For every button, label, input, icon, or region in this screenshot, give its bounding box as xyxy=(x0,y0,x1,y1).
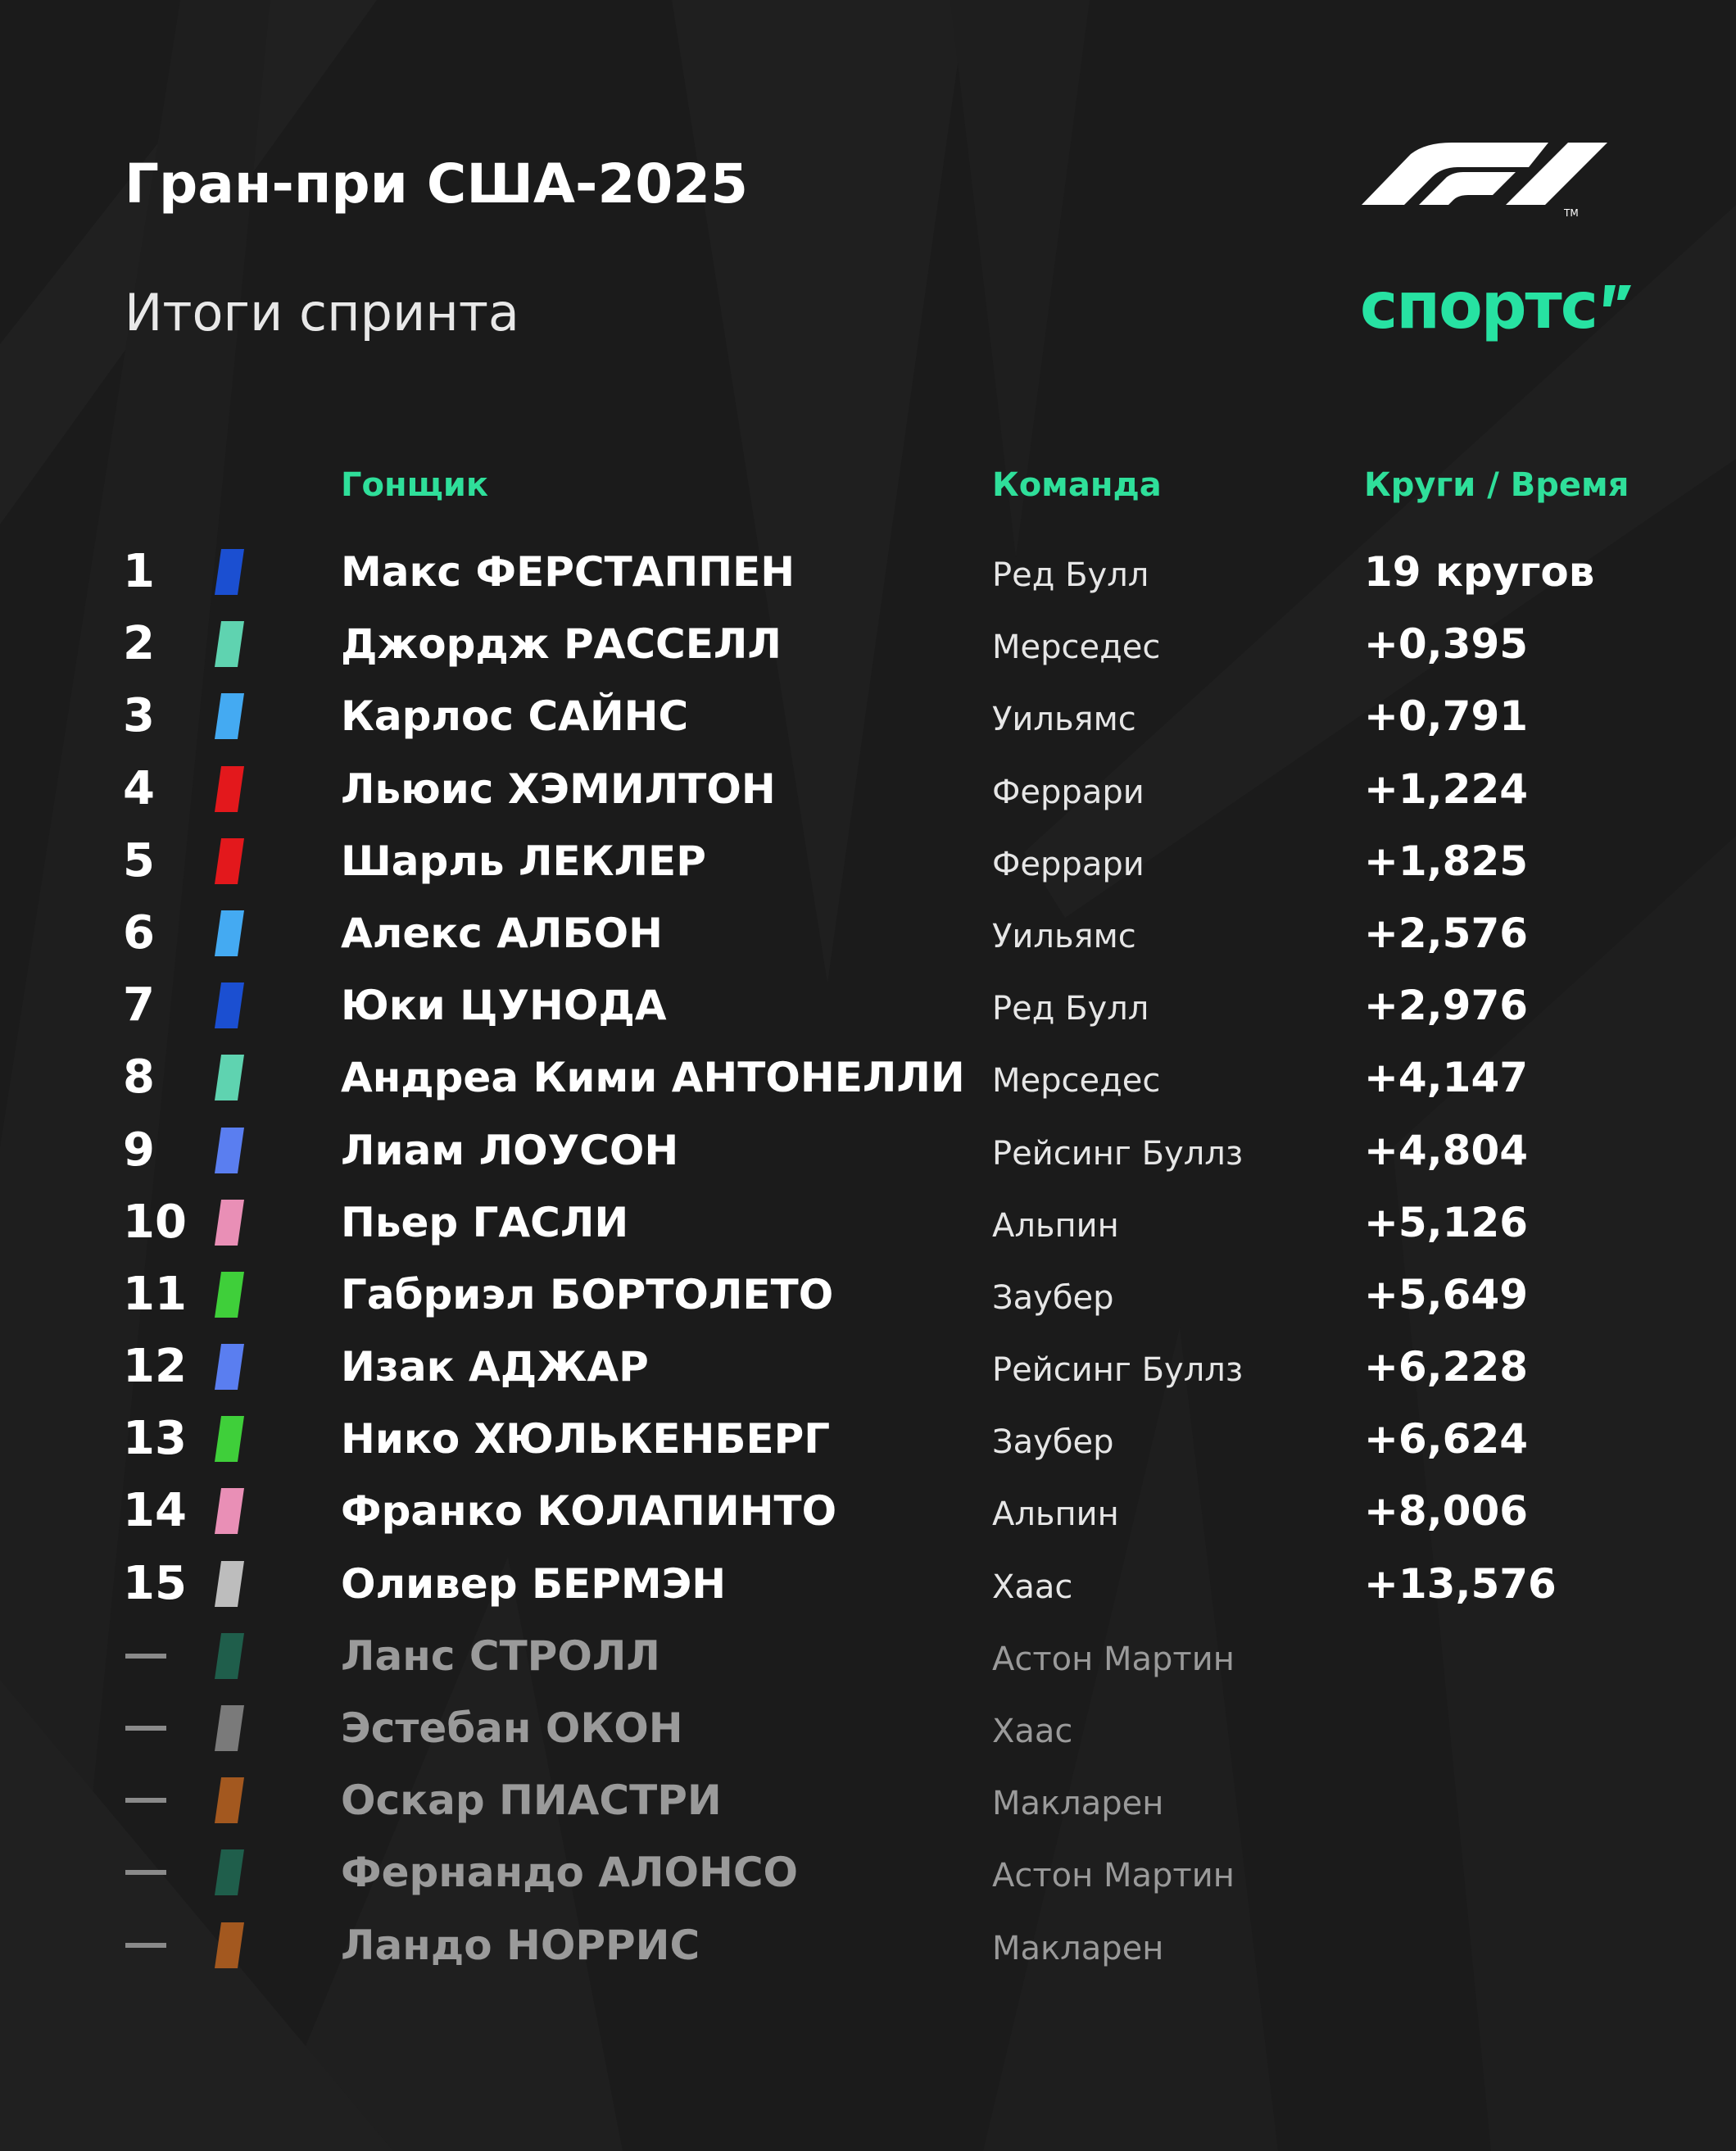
table-row xyxy=(0,969,1736,1041)
driver-name xyxy=(341,1909,700,1981)
driver-first-name: Фернандо xyxy=(341,1849,584,1897)
driver-first-name: Ланс xyxy=(341,1631,456,1680)
position-dash xyxy=(125,1870,166,1875)
driver-last-name: БОРТОЛЕТО xyxy=(550,1270,834,1318)
result-value: +1,825 xyxy=(1364,837,1529,885)
table-row xyxy=(0,1403,1736,1475)
driver-last-name: ПИАСТРИ xyxy=(499,1777,722,1825)
driver-name xyxy=(341,1620,660,1692)
team-color-flag-icon xyxy=(215,982,244,1028)
driver-last-name: ЦУНОДА xyxy=(460,982,667,1030)
driver-first-name: Макс xyxy=(341,548,462,596)
team-color-flag-icon xyxy=(215,1849,244,1895)
team-color-flag-icon xyxy=(215,1633,244,1679)
team-name: Хаас xyxy=(992,1713,1073,1750)
driver-name xyxy=(341,1041,965,1114)
position: 14 xyxy=(123,1484,187,1538)
position-dash xyxy=(125,1726,166,1731)
driver-name xyxy=(341,536,795,608)
driver-first-name: Изак xyxy=(341,1343,455,1391)
team-name: Альпин xyxy=(992,1206,1119,1245)
team-color-flag-icon xyxy=(215,1128,244,1173)
driver-first-name: Джордж xyxy=(341,620,550,669)
table-row xyxy=(0,1620,1736,1692)
sports-logo xyxy=(1360,270,1639,343)
table-row xyxy=(0,1909,1736,1981)
driver-last-name: АЛОНСО xyxy=(598,1849,799,1897)
driver-first-name: Нико xyxy=(341,1415,460,1463)
position: 5 xyxy=(123,833,155,887)
position: 9 xyxy=(123,1123,155,1177)
team-color-flag-icon xyxy=(215,1200,244,1246)
team-color-flag-icon xyxy=(215,1272,244,1318)
table-row xyxy=(0,1187,1736,1259)
result-value: +0,791 xyxy=(1364,692,1529,741)
driver-first-name: Лиам xyxy=(341,1126,465,1174)
table-row xyxy=(0,1041,1736,1114)
position: 13 xyxy=(123,1412,187,1466)
driver-name xyxy=(341,1403,830,1475)
position: 2 xyxy=(123,617,155,671)
page-subtitle: Итоги спринта xyxy=(125,283,519,343)
driver-name xyxy=(341,1114,678,1187)
position-dash xyxy=(125,1798,166,1803)
table-row xyxy=(0,680,1736,752)
table-row xyxy=(0,1259,1736,1331)
driver-last-name: ГАСЛИ xyxy=(472,1198,629,1246)
team-color-flag-icon xyxy=(215,910,244,956)
driver-last-name: САЙНС xyxy=(528,692,689,741)
driver-name xyxy=(341,1692,683,1764)
team-color-flag-icon xyxy=(215,1488,244,1534)
result-value: +2,576 xyxy=(1364,909,1529,957)
result-value: +13,576 xyxy=(1364,1559,1557,1608)
team-name: Мерседес xyxy=(992,629,1161,667)
driver-last-name: НОРРИС xyxy=(505,1921,700,1969)
position: 3 xyxy=(123,689,155,743)
team-color-flag-icon xyxy=(215,549,244,595)
driver-name xyxy=(341,753,776,825)
result-value: +2,976 xyxy=(1364,982,1529,1030)
team-name: Заубер xyxy=(992,1278,1114,1317)
table-row xyxy=(0,1764,1736,1836)
driver-last-name: ХЮЛЬКЕНБЕРГ xyxy=(474,1415,831,1463)
result-value: +0,395 xyxy=(1364,620,1529,669)
team-color-flag-icon xyxy=(215,621,244,667)
result-value: +5,649 xyxy=(1364,1270,1529,1318)
result-value: +5,126 xyxy=(1364,1198,1529,1246)
team-name: Уильямс xyxy=(992,917,1136,955)
driver-last-name: АДЖАР xyxy=(469,1343,649,1391)
driver-first-name: Карлос xyxy=(341,692,514,741)
driver-last-name: РАССЕЛЛ xyxy=(564,620,782,669)
page-title: Гран-при США-2025 xyxy=(125,152,749,216)
driver-first-name: Оскар xyxy=(341,1777,485,1825)
driver-name xyxy=(341,825,706,897)
team-color-flag-icon xyxy=(215,1055,244,1100)
table-row xyxy=(0,897,1736,969)
driver-last-name: ЛОУСОН xyxy=(478,1126,679,1174)
driver-first-name: Льюис xyxy=(341,765,494,813)
table-row xyxy=(0,1692,1736,1764)
team-name: Уильямс xyxy=(992,701,1136,739)
driver-last-name: АЛБОН xyxy=(496,909,663,957)
team-color-flag-icon xyxy=(215,693,244,739)
table-row xyxy=(0,1836,1736,1908)
table-row xyxy=(0,1331,1736,1403)
driver-last-name: ЛЕКЛЕР xyxy=(518,837,706,885)
column-header-team: Команда xyxy=(992,466,1162,504)
sports-logo-mark-icon xyxy=(1603,284,1633,308)
position: 8 xyxy=(123,1051,155,1105)
driver-first-name: Эстебан xyxy=(341,1704,532,1752)
driver-last-name: КОЛАПИНТО xyxy=(537,1487,837,1536)
result-value: +1,224 xyxy=(1364,765,1529,813)
table-row xyxy=(0,1475,1736,1547)
position: 1 xyxy=(123,545,155,598)
driver-last-name: ХЭМИЛТОН xyxy=(507,765,776,813)
team-name: Рейсинг Буллз xyxy=(992,1134,1244,1173)
result-value: +8,006 xyxy=(1364,1487,1529,1536)
table-row xyxy=(0,1548,1736,1620)
driver-name xyxy=(341,608,782,680)
driver-first-name: Алекс xyxy=(341,909,483,957)
driver-first-name: Габриэл xyxy=(341,1270,536,1318)
table-row xyxy=(0,1114,1736,1187)
driver-name xyxy=(341,969,667,1041)
team-name: Ред Булл xyxy=(992,990,1149,1028)
table-row xyxy=(0,825,1736,897)
team-color-flag-icon xyxy=(215,766,244,812)
result-value: +4,804 xyxy=(1364,1126,1529,1174)
team-name: Ред Булл xyxy=(992,556,1149,594)
position: 11 xyxy=(123,1267,187,1321)
team-color-flag-icon xyxy=(215,1561,244,1607)
driver-first-name: Франко xyxy=(341,1487,523,1536)
result-value: +4,147 xyxy=(1364,1054,1529,1102)
team-color-flag-icon xyxy=(215,1705,244,1751)
driver-last-name: ОКОН xyxy=(545,1704,683,1752)
driver-first-name: Шарль xyxy=(341,837,505,885)
result-value: 19 кругов xyxy=(1364,548,1595,596)
team-color-flag-icon xyxy=(215,1416,244,1462)
team-name: Астон Мартин xyxy=(992,1857,1235,1895)
driver-last-name: АНТОНЕЛЛИ xyxy=(671,1054,965,1102)
driver-name xyxy=(341,1764,722,1836)
position-dash xyxy=(125,1943,166,1948)
driver-name xyxy=(341,1475,836,1547)
team-color-flag-icon xyxy=(215,1777,244,1823)
position: 4 xyxy=(123,761,155,815)
results-rows xyxy=(0,536,1736,1981)
team-name: Макларен xyxy=(992,1785,1164,1823)
driver-name xyxy=(341,1548,726,1620)
team-name: Рейсинг Буллз xyxy=(992,1351,1244,1390)
team-name: Феррари xyxy=(992,845,1144,883)
driver-last-name: БЕРМЭН xyxy=(531,1559,727,1608)
position: 6 xyxy=(123,905,155,960)
team-color-flag-icon xyxy=(215,1344,244,1390)
driver-last-name: ФЕРСТАППЕН xyxy=(475,548,795,596)
f1-logo xyxy=(1362,139,1617,218)
position: 15 xyxy=(123,1556,187,1610)
driver-first-name: Пьер xyxy=(341,1198,459,1246)
driver-first-name: Ландо xyxy=(341,1921,492,1969)
driver-first-name: Юки xyxy=(341,982,446,1030)
team-name: Феррари xyxy=(992,773,1144,811)
result-value: +6,228 xyxy=(1364,1343,1529,1391)
trademark-symbol: TM xyxy=(1564,207,1579,218)
table-row xyxy=(0,536,1736,608)
position: 7 xyxy=(123,978,155,1032)
position: 12 xyxy=(123,1340,187,1394)
driver-name xyxy=(341,1259,833,1331)
team-name: Астон Мартин xyxy=(992,1640,1235,1678)
driver-name xyxy=(341,1187,628,1259)
team-name: Мерседес xyxy=(992,1062,1161,1100)
driver-name xyxy=(341,897,663,969)
team-name: Заубер xyxy=(992,1423,1114,1462)
driver-first-name: Оливер xyxy=(341,1559,518,1608)
team-color-flag-icon xyxy=(215,1922,244,1968)
position: 10 xyxy=(123,1195,187,1249)
sports-logo-text: спортс xyxy=(1360,270,1597,343)
driver-name xyxy=(341,1331,649,1403)
driver-first-name: Андреа Кими xyxy=(341,1054,658,1102)
team-name: Макларен xyxy=(992,1929,1164,1967)
table-row xyxy=(0,608,1736,680)
column-header-driver: Гонщик xyxy=(341,466,488,504)
column-header-laps-time: Круги / Время xyxy=(1364,466,1629,504)
driver-name xyxy=(341,1836,798,1908)
position-dash xyxy=(125,1654,166,1659)
table-row xyxy=(0,753,1736,825)
team-color-flag-icon xyxy=(215,838,244,884)
team-name: Альпин xyxy=(992,1495,1119,1534)
team-name: Хаас xyxy=(992,1568,1073,1606)
driver-name xyxy=(341,680,688,752)
driver-last-name: СТРОЛЛ xyxy=(469,1631,660,1680)
result-value: +6,624 xyxy=(1364,1415,1529,1463)
